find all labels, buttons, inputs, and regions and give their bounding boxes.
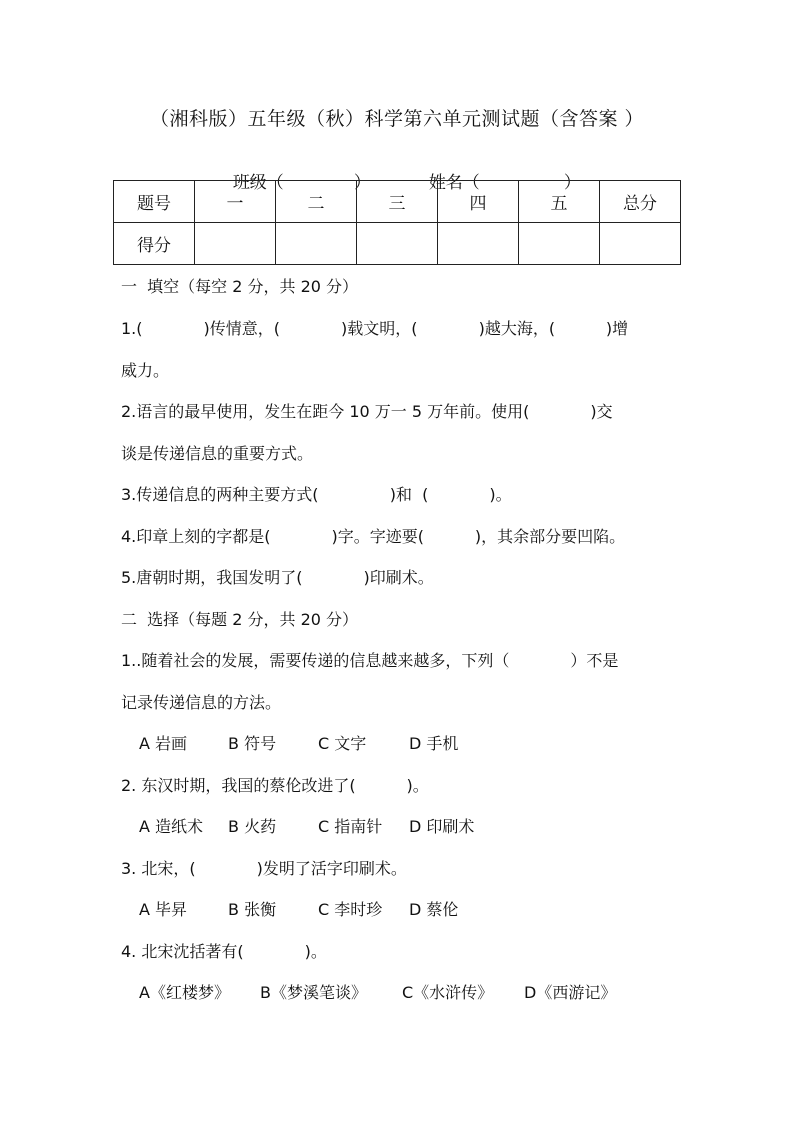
s1-question-1-line2: 威力。 [121,361,170,380]
s2-question-2: 2. 东汉时期，我国的蔡伦改进了( )。 [121,776,429,795]
score-table-header-row [114,181,681,223]
s2-q1-option-a[interactable]: A 岩画 [139,734,188,753]
s2-q4-option-c[interactable]: C《水浒传》 [402,983,494,1002]
score-table-score-row [114,223,681,265]
s1-question-1-line1: 1.( )传情意，( )载文明，( )越大海，( )增 [121,319,629,338]
score-cell[interactable] [276,223,357,265]
s2-q2-option-d[interactable]: D 印刷术 [409,817,475,836]
s2-q3-option-b[interactable]: B 张衡 [228,900,277,919]
s1-question-2-line1: 2.语言的最早使用，发生在距今 10 万一 5 万年前。使用( )交 [121,402,613,421]
s2-q3-option-d[interactable]: D 蔡伦 [409,900,459,919]
s2-question-3: 3. 北宋，( )发明了活字印刷术。 [121,859,407,878]
score-cell[interactable] [195,223,276,265]
score-cell[interactable] [438,223,519,265]
score-cell[interactable] [519,223,600,265]
header-cell: 四 [438,181,519,223]
s1-question-3: 3.传递信息的两种主要方式( )和 ( )。 [121,485,512,504]
s2-question-1-line1: 1..随着社会的发展，需要传递的信息越来越多，下列（ ）不是 [121,651,619,670]
s2-q2-option-b[interactable]: B 火药 [228,817,277,836]
header-cell: 三 [357,181,438,223]
s2-q1-option-c[interactable]: C 文字 [318,734,367,753]
s2-q3-option-a[interactable]: A 毕昇 [139,900,188,919]
s2-q2-option-a[interactable]: A 造纸术 [139,817,204,836]
s1-question-5: 5.唐朝时期，我国发明了( )印刷术。 [121,568,434,587]
s2-q3-option-c[interactable]: C 李时珍 [318,900,383,919]
s2-q2-option-c[interactable]: C 指南针 [318,817,383,836]
s1-question-2-line2: 谈是传递信息的重要方式。 [121,444,314,463]
name-close: ） [563,173,581,193]
header-cell: 二 [276,181,357,223]
s2-q4-option-b[interactable]: B《梦溪笔谈》 [260,983,367,1002]
s2-question-4: 4. 北宋沈括著有( )。 [121,942,327,961]
class-close: ） [353,173,371,193]
s2-q1-option-d[interactable]: D 手机 [409,734,459,753]
s2-q1-option-b[interactable]: B 符号 [228,734,277,753]
s2-q4-option-d[interactable]: D《西游记》 [524,983,617,1002]
score-cell[interactable] [357,223,438,265]
header-cell: 五 [519,181,600,223]
section2-heading: 二 选择（每题 2 分，共 20 分） [121,610,359,629]
score-row-label: 得分 [114,223,195,265]
score-cell[interactable] [600,223,681,265]
s2-question-1-line2: 记录传递信息的方法。 [121,693,282,712]
s1-question-4: 4.印章上刻的字都是( )字。字迹要( )，其余部分要凹陷。 [121,527,626,546]
page-title: （湘科版）五年级（秋）科学第六单元测试题（含答案 ） [149,108,645,130]
s2-q4-option-a[interactable]: A《红楼梦》 [139,983,230,1002]
score-table [113,180,681,265]
header-cell: 一 [195,181,276,223]
name-label: 姓名（ [428,173,480,193]
header-cell: 题号 [114,181,195,223]
header-cell: 总分 [600,181,681,223]
section1-heading: 一 填空（每空 2 分，共 20 分） [121,277,359,296]
class-label: 班级（ [232,173,284,193]
